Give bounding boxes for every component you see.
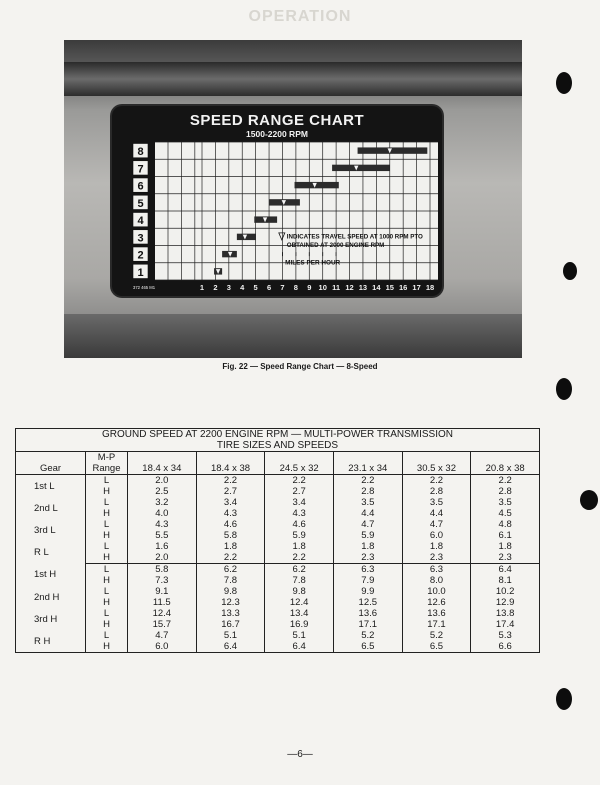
speed-cell: 13.6: [333, 608, 402, 619]
speed-cell: 5.3: [471, 630, 540, 641]
x-tick-label: 8: [293, 283, 298, 292]
speed-cell: 2.7: [265, 486, 334, 497]
speed-cell: 2.2: [333, 475, 402, 487]
table-row: [16, 586, 540, 597]
speed-cell: 2.8: [333, 486, 402, 497]
mp-range-cell: L: [86, 519, 128, 530]
speed-cell: 1.8: [402, 541, 471, 552]
x-tick-label: 10: [318, 283, 327, 292]
speed-cell: 2.7: [196, 486, 265, 497]
table-row: [16, 530, 540, 541]
speed-cell: 2.3: [402, 552, 471, 564]
col-header-tire: 18.4 x 34: [128, 452, 197, 475]
page-number: —6—: [287, 749, 313, 760]
speed-cell: 5.2: [333, 630, 402, 641]
gear-label: 2nd L: [34, 502, 58, 514]
speed-cell: 2.5: [128, 486, 197, 497]
speed-cell: 4.7: [333, 519, 402, 530]
speed-cell: 6.1: [471, 530, 540, 541]
col-header-tire: 20.8 x 38: [471, 452, 540, 475]
mp-range-cell: H: [86, 641, 128, 653]
speed-cell: 2.3: [471, 552, 540, 564]
speed-cell: 10.0: [402, 586, 471, 597]
photo-lower-shadow: [64, 314, 522, 358]
table-row: [16, 641, 540, 653]
x-tick-label: 7: [280, 283, 285, 292]
mp-range-cell: L: [86, 630, 128, 641]
speed-cell: 5.9: [333, 530, 402, 541]
speed-cell: 2.0: [128, 552, 197, 564]
speed-cell: 17.1: [333, 619, 402, 630]
mp-range-cell: L: [86, 475, 128, 487]
speed-range-plate: [112, 106, 442, 296]
mp-range-cell: L: [86, 608, 128, 619]
speed-cell: 6.0: [128, 641, 197, 653]
speed-cell: 13.8: [471, 608, 540, 619]
speed-cell: 6.3: [402, 564, 471, 576]
speed-cell: 9.8: [196, 586, 265, 597]
speed-cell: 1.6: [128, 541, 197, 552]
table-row: [16, 564, 540, 576]
table-row: [16, 619, 540, 630]
binder-hole: [580, 490, 598, 510]
table-row: [16, 508, 540, 519]
speed-cell: 5.1: [265, 630, 334, 641]
speed-cell: 13.6: [402, 608, 471, 619]
speed-cell: 1.8: [196, 541, 265, 552]
speed-cell: 6.6: [471, 641, 540, 653]
speed-cell: 5.1: [196, 630, 265, 641]
speed-cell: 12.3: [196, 597, 265, 608]
speed-cell: 5.2: [402, 630, 471, 641]
speed-cell: 4.7: [402, 519, 471, 530]
speed-cell: 6.2: [196, 564, 265, 576]
speed-cell: 13.3: [196, 608, 265, 619]
gear-number-label: 3: [137, 232, 144, 245]
gear-label: 1st L: [34, 480, 55, 492]
speed-cell: 6.5: [333, 641, 402, 653]
gear-number-label: 2: [137, 249, 144, 262]
x-tick-label: 18: [425, 283, 435, 292]
gear-number-label: 4: [137, 215, 144, 228]
speed-cell: 7.8: [265, 575, 334, 586]
speed-cell: 2.2: [265, 475, 334, 487]
speed-cell: 15.7: [128, 619, 197, 630]
speed-cell: 4.7: [128, 630, 197, 641]
speed-cell: 3.4: [196, 497, 265, 508]
speed-cell: 7.9: [333, 575, 402, 586]
speed-cell: 3.4: [265, 497, 334, 508]
speed-range-bar: [358, 147, 428, 153]
figure-caption: Fig. 22 — Speed Range Chart — 8-Speed: [222, 362, 378, 371]
table-row: [16, 630, 540, 641]
mp-range-cell: H: [86, 619, 128, 630]
speed-cell: 12.5: [333, 597, 402, 608]
binder-hole: [556, 378, 572, 400]
speed-cell: 3.5: [402, 497, 471, 508]
speed-cell: 12.6: [402, 597, 471, 608]
speed-cell: 3.2: [128, 497, 197, 508]
speed-cell: 1.8: [333, 541, 402, 552]
speed-cell: 6.0: [402, 530, 471, 541]
x-tick-label: 16: [399, 283, 408, 292]
x-tick-label: 13: [358, 283, 368, 292]
speed-cell: 2.8: [471, 486, 540, 497]
mp-range-cell: H: [86, 597, 128, 608]
ground-speed-table-wrap: [15, 428, 540, 653]
gear-label: R H: [34, 635, 51, 647]
speed-cell: 4.5: [471, 508, 540, 519]
gear-number-label: 6: [137, 180, 144, 193]
speed-range-bar: [332, 165, 390, 171]
speed-cell: 6.2: [265, 564, 334, 576]
speed-cell: 7.3: [128, 575, 197, 586]
col-header-mp: M-P: [97, 452, 116, 463]
gear-number-label: 8: [137, 146, 144, 159]
table-row: [16, 475, 540, 487]
speed-cell: 4.4: [402, 508, 471, 519]
table-row: [16, 497, 540, 508]
speed-cell: 6.4: [471, 564, 540, 576]
speed-cell: 4.3: [265, 508, 334, 519]
mp-range-cell: L: [86, 586, 128, 597]
speed-cell: 12.4: [128, 608, 197, 619]
binder-hole: [556, 688, 572, 710]
mp-range-cell: H: [86, 575, 128, 586]
speed-cell: 4.3: [196, 508, 265, 519]
speed-cell: 7.8: [196, 575, 265, 586]
speed-cell: 17.1: [402, 619, 471, 630]
plate-title: SPEED RANGE CHART: [189, 112, 365, 129]
plate-subtitle: 1500-2200 RPM: [246, 129, 308, 139]
mp-range-cell: H: [86, 552, 128, 564]
gear-number-label: 5: [137, 197, 144, 210]
mp-range-cell: L: [86, 564, 128, 576]
table-body: [16, 475, 540, 653]
col-header-gear: Gear: [16, 452, 86, 475]
speed-cell: 4.4: [333, 508, 402, 519]
gear-number-label: 1: [137, 266, 144, 279]
x-tick-label: 3: [226, 283, 231, 292]
speed-cell: 5.5: [128, 530, 197, 541]
x-tick-label: 15: [385, 283, 394, 292]
plate-legend-line2: OBTAINED AT 2000 ENGINE RPM: [286, 242, 385, 249]
speed-cell: 5.8: [196, 530, 265, 541]
speed-cell: 2.3: [333, 552, 402, 564]
speed-cell: 3.5: [333, 497, 402, 508]
speed-cell: 2.0: [128, 475, 197, 487]
speed-cell: 2.2: [196, 475, 265, 487]
x-tick-label: 17: [412, 283, 421, 292]
speed-cell: 11.5: [128, 597, 197, 608]
x-tick-label: 12: [345, 283, 354, 292]
x-tick-label: 1: [199, 283, 205, 292]
table-subtitle: TIRE SIZES AND SPEEDS: [16, 440, 540, 452]
speed-cell: 16.9: [265, 619, 334, 630]
x-tick-label: 14: [372, 283, 381, 292]
x-tick-label: 9: [307, 283, 312, 292]
plate-legend-line3: MILES PER HOUR: [285, 259, 341, 267]
speed-cell: 8.0: [402, 575, 471, 586]
binder-hole: [556, 72, 572, 94]
speed-cell: 2.2: [196, 552, 265, 564]
plate-part-number: 372 465 M1: [133, 285, 156, 290]
speed-cell: 2.2: [265, 552, 334, 564]
speed-cell: 9.1: [128, 586, 197, 597]
speed-cell: 9.8: [265, 586, 334, 597]
x-tick-label: 2: [213, 283, 218, 292]
speed-cell: 5.9: [265, 530, 334, 541]
gear-label: 3rd H: [34, 613, 58, 625]
x-tick-label: 6: [266, 283, 272, 292]
table-row: [16, 541, 540, 552]
speed-cell: 2.2: [471, 475, 540, 487]
x-tick-label: 4: [240, 283, 245, 292]
col-header-tire: 18.4 x 38: [196, 452, 265, 475]
col-header-mp-range: [86, 452, 128, 475]
table-row: [16, 575, 540, 586]
speed-range-grid: [112, 106, 442, 296]
speed-cell: 12.4: [265, 597, 334, 608]
speed-cell: 6.4: [196, 641, 265, 653]
bleed-through-heading: OPERATION: [248, 8, 352, 25]
speed-cell: 3.5: [471, 497, 540, 508]
table-row: [16, 597, 540, 608]
col-header-tire: 30.5 x 32: [402, 452, 471, 475]
speed-cell: 6.3: [333, 564, 402, 576]
gear-number-label: 7: [137, 163, 144, 176]
binder-hole: [563, 262, 577, 280]
x-tick-label: 5: [253, 283, 258, 292]
speed-cell: 13.4: [265, 608, 334, 619]
speed-cell: 1.8: [265, 541, 334, 552]
col-header-tire: 24.5 x 32: [265, 452, 334, 475]
mp-range-cell: H: [86, 508, 128, 519]
mp-range-cell: L: [86, 497, 128, 508]
speed-cell: 17.4: [471, 619, 540, 630]
x-tick-label: 11: [332, 283, 341, 292]
speed-cell: 6.4: [265, 641, 334, 653]
table-column-headers: [16, 452, 540, 475]
gear-label: 1st H: [34, 569, 57, 581]
speed-cell: 8.1: [471, 575, 540, 586]
mp-range-cell: H: [86, 486, 128, 497]
speed-range-photo: [64, 40, 522, 358]
table-row: [16, 486, 540, 497]
gear-label: 3rd L: [34, 524, 56, 536]
table-row: [16, 552, 540, 564]
ground-speed-table: [15, 428, 540, 653]
gear-label: R L: [34, 546, 49, 558]
speed-cell: 5.8: [128, 564, 197, 576]
speed-cell: 10.2: [471, 586, 540, 597]
speed-cell: 9.9: [333, 586, 402, 597]
speed-cell: 16.7: [196, 619, 265, 630]
mp-range-cell: L: [86, 541, 128, 552]
speed-cell: 4.3: [128, 519, 197, 530]
speed-cell: 1.8: [471, 541, 540, 552]
gear-label: 2nd H: [34, 591, 60, 603]
table-row: [16, 608, 540, 619]
speed-cell: 4.6: [265, 519, 334, 530]
table-row: [16, 519, 540, 530]
speed-cell: 4.0: [128, 508, 197, 519]
speed-cell: 2.8: [402, 486, 471, 497]
col-header-tire: 23.1 x 34: [333, 452, 402, 475]
photo-dash-band: [64, 62, 522, 96]
speed-cell: 12.9: [471, 597, 540, 608]
plate-legend-line1: INDICATES TRAVEL SPEED AT 1000 RPM PTO: [286, 233, 423, 241]
speed-cell: 4.8: [471, 519, 540, 530]
mp-range-cell: H: [86, 530, 128, 541]
speed-cell: 4.6: [196, 519, 265, 530]
table-title: GROUND SPEED AT 2200 ENGINE RPM — MULTI-POWER TRANSMISSION: [102, 429, 453, 440]
speed-cell: 6.5: [402, 641, 471, 653]
col-header-range: Range: [92, 463, 121, 474]
speed-range-bar: [237, 234, 256, 240]
speed-range-bar: [295, 182, 339, 188]
speed-cell: 2.2: [402, 475, 471, 487]
